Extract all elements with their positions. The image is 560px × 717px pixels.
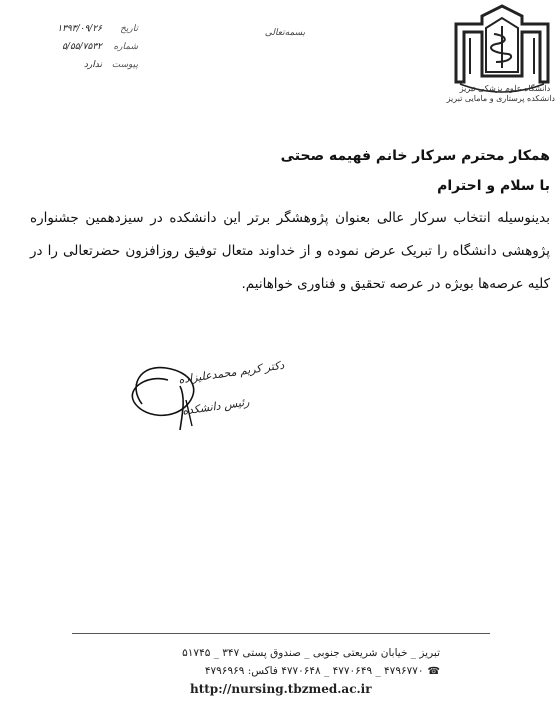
footer-url: http://nursing.tbzmed.ac.ir	[190, 682, 372, 696]
letter-body	[30, 146, 550, 301]
signature-block	[120, 356, 286, 436]
bismillah: بسمه‌تعالی	[264, 28, 306, 38]
phone-icon: ☎	[427, 666, 440, 677]
meta-number-row	[8, 42, 138, 60]
meta-number-label: شماره	[113, 42, 138, 52]
signatory-title: رئیس دانشکده	[181, 395, 251, 418]
meta-number-value: ۵/۵۵/۷۵۳۲	[62, 42, 102, 52]
footer-divider	[72, 633, 490, 634]
meta-attachment-value: ندارد	[83, 60, 102, 70]
letter-paragraph: بدینوسیله انتخاب سرکار عالی بعنوان پژوهشگر برتر این دانشکده در سیزدهمین جشنواره پژوهشی دانشگاه را تبریک عرض نموده و از خداوند متعال توفیق روزافزون حضرتعالی را در کلیه عرصه‌ها بویژه در عرصه تحقیق و فناوری خواهانیم.	[30, 210, 550, 292]
signatory-name: دکتر کریم محمدعلیزاده	[177, 358, 286, 387]
letter-meta	[8, 24, 138, 78]
footer-phones-row	[60, 662, 440, 680]
footer-phones: ۴۷۹۶۷۷۰ _ ۴۷۷۰۶۴۹ _ ۴۷۷۰۶۴۸ فاکس: ۴۷۹۶۹۶۹	[204, 665, 424, 677]
meta-date-label: تاریخ	[120, 24, 138, 34]
meta-date-value: ۱۳۹۳/۰۹/۲۶	[57, 24, 102, 34]
logo-line-faculty: دانشکده پرستاری و مامایی تبریز	[446, 94, 555, 103]
letter-recipient: همکار محترم سرکار خانم فهیمه صحتی	[280, 148, 550, 164]
letterhead-footer	[60, 644, 440, 698]
meta-date-row	[8, 24, 138, 42]
logo-caption	[446, 84, 555, 104]
logo-line-university: دانشگاه علوم پزشکی تبریز	[459, 84, 551, 93]
footer-address: تبریز _ خیابان شریعتی جنوبی _ صندوق پستی ۳۴۷ _ ۵۱۷۴۵	[182, 647, 440, 659]
letter-greeting: با سلام و احترام	[437, 178, 550, 194]
meta-attachment-row	[8, 60, 138, 78]
meta-attachment-label: پیوست	[111, 60, 138, 70]
